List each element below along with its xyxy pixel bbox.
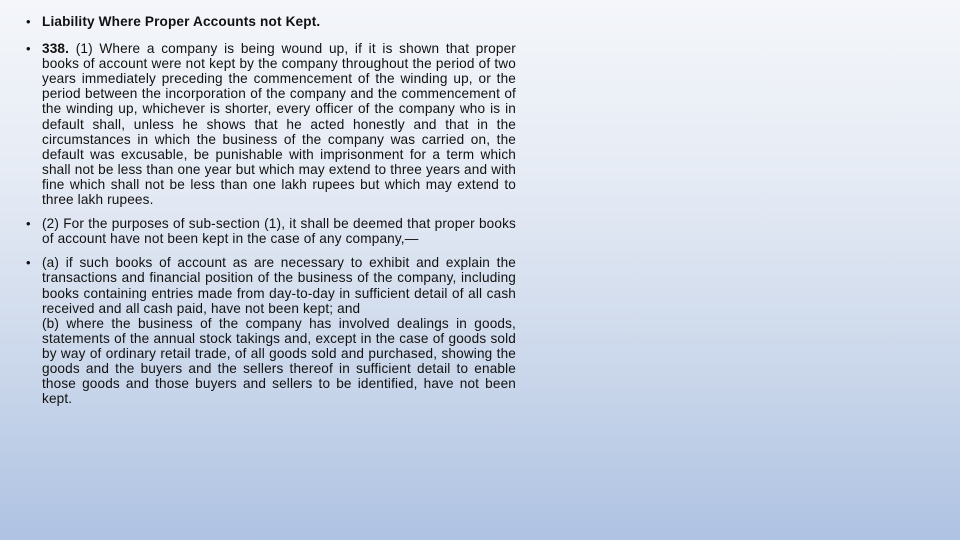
bullet-subsection-2 (26, 216, 516, 246)
bullet-list (26, 14, 516, 415)
subsection-1-text: (1) Where a company is being wound up, if it is shown that proper books of account were not kept by the company throughout the period of two years immediately preceding the commencement of the winding up, or the period between the incorporation of the company and the commencement of the winding up, whichever is shorter, every officer of the company who is in default shall, unless he shows that he acted honestly and that in the circumstances in which the business of the company was carried on, the default was excusable, be punishable with imprisonment for a term which shall not be less than one year but which may extend to three years and with fine which shall not be less than one lakh rupees but which may extend to three lakh rupees. (42, 41, 516, 208)
clause-a-text: • (a) if such books of account as are necessary to exhibit and explain the transactions and financial position of the business of the company, including books containing entries made from day-to-day in sufficient detail of all cash received and all cash paid, have not been kept; and (42, 255, 516, 316)
slide-heading: Liability Where Proper Accounts not Kept. (42, 14, 321, 29)
bullet-clauses (26, 255, 516, 406)
bullet-heading (26, 14, 516, 29)
subsection-2-text: (2) For the purposes of sub-section (1), it shall be deemed that proper books of account have not been kept in the case of any company,— (42, 216, 516, 247)
section-number: 338. (42, 41, 70, 57)
bullet-section-338 (26, 41, 516, 207)
clause-b-text: (b) where the business of the company has involved dealings in goods, statements of the annual stock takings and, except in the case of goods sold by way of ordinary retail trade, of all goods sold and purchased, showing the goods and the buyers and the sellers thereof in sufficient detail to enable those goods and those buyers and sellers to be identified, have not been kept. (42, 315, 516, 407)
